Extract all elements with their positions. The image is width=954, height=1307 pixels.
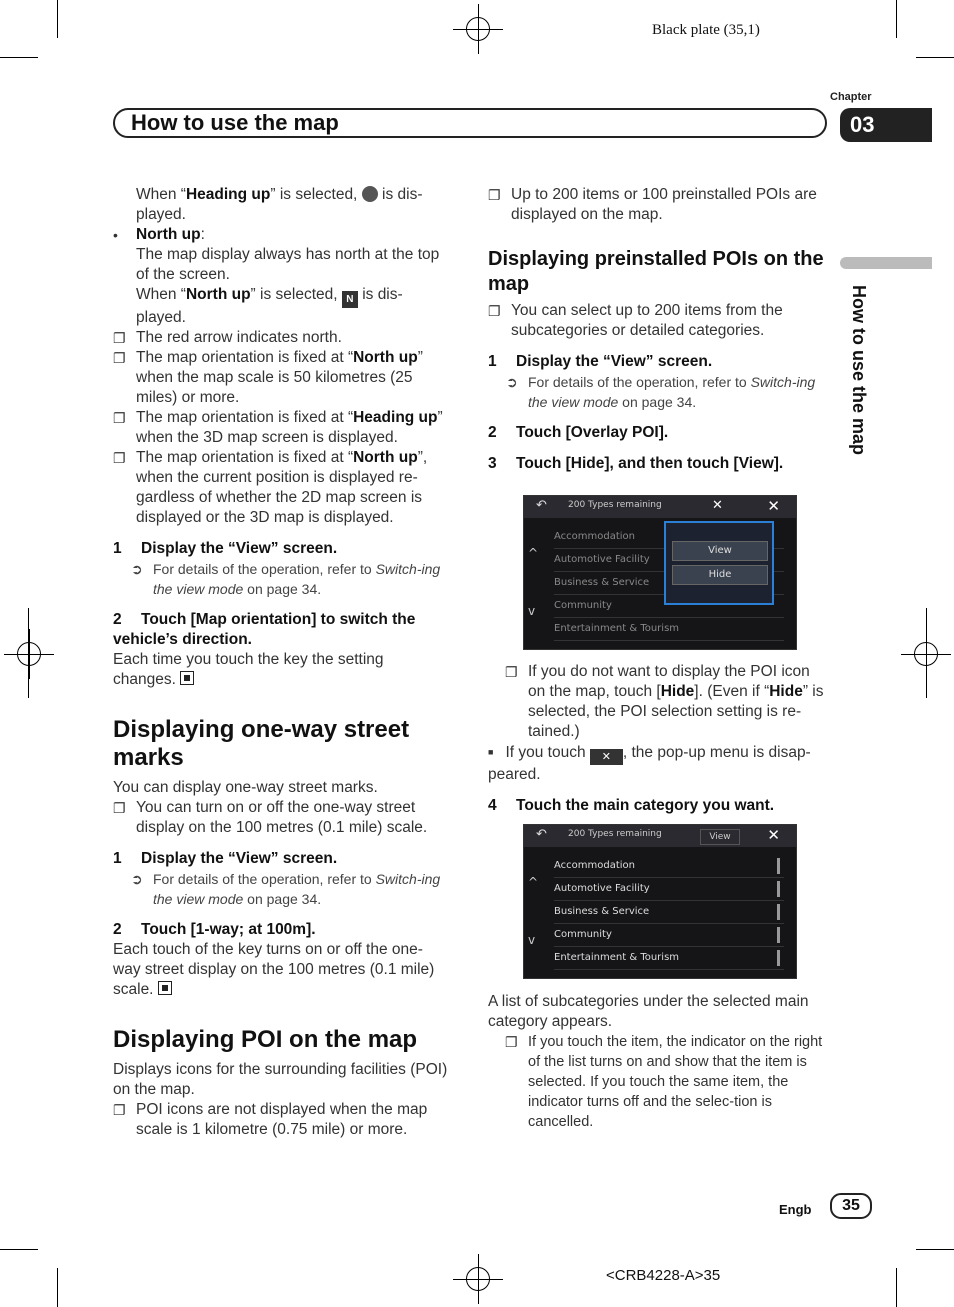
list-desc: A list of subcategories under the selected main category appears.: [488, 993, 809, 1030]
crop-mark: [57, 0, 58, 38]
chapter-label: Chapter: [830, 91, 872, 103]
back-icon[interactable]: ↶: [536, 827, 547, 842]
close-icon: ✕: [590, 749, 623, 765]
crop-mark: [57, 1268, 58, 1307]
registration-mark: [914, 642, 938, 666]
chapter-number: 03: [840, 108, 932, 142]
poi-note: ❐ POI icons are not displayed when the map scale is 1 kilometre (0.75 mile) or more.: [113, 1101, 428, 1138]
right-column-bottom: [488, 992, 828, 1132]
step-2: 2 Touch [Map orientation] to switch the vehicle’s direction.: [113, 611, 416, 648]
list-item[interactable]: Automotive Facility: [554, 878, 784, 901]
list-item[interactable]: Entertainment & Tourism: [554, 618, 784, 641]
note-200-items: ❐ Up to 200 items or 100 preinstalled POIs are displayed on the map.: [488, 186, 817, 223]
poi-intro: Displays icons for the surrounding facilities (POI) on the map.: [113, 1061, 448, 1098]
oneway-intro: You can display one-way street marks.: [113, 779, 378, 796]
types-remaining: 200 Types remaining: [568, 500, 662, 510]
poi-heading: Displaying POI on the map: [113, 1026, 418, 1053]
right-ref-note: ➲ For details of the operation, refer to Switch-ing the view mode on page 34.: [506, 374, 816, 410]
right-column-mid: [488, 662, 828, 816]
hide-note: ❐ If you do not want to display the POI icon on the map, touch [Hide]. (Even if “Hide” is selected, the POI selection setting is re-tained.): [505, 663, 824, 740]
list-item[interactable]: Entertainment & Tourism: [554, 947, 784, 970]
side-tab: [840, 257, 932, 269]
note-box-icon: ❐: [505, 1034, 518, 1050]
view-button[interactable]: View: [700, 829, 740, 845]
north-up-desc: The map display always has north at the top of the screen.: [136, 246, 440, 283]
screenshot-list: [523, 824, 797, 979]
oneway-step-1: 1 Display the “View” screen.: [113, 850, 338, 867]
note-fixed-north: ❐ The map orientation is fixed at “North up” when the map scale is 50 kilometres (25 miles) or more.: [113, 349, 423, 406]
list-item[interactable]: Automotive Facility: [554, 549, 784, 572]
selection-indicator: [777, 881, 780, 897]
plate-label: Black plate (35,1): [652, 22, 760, 38]
footer-lang: Engb: [779, 1202, 812, 1217]
side-title: How to use the map: [849, 285, 869, 456]
scroll-up-icon[interactable]: ^: [528, 546, 539, 560]
scroll-up-icon[interactable]: ^: [528, 875, 539, 889]
note-box-icon: ❐: [488, 187, 501, 203]
arrow-icon: ➲: [131, 871, 143, 887]
page-title: How to use the map: [131, 110, 339, 135]
oneway-note: ❐ You can turn on or off the one-way street display on the 100 metres (0.1 mile) scale.: [113, 799, 428, 836]
list-note: ❐ If you touch the item, the indicator on the right of the list turns on and show that the item is selected. If you touch the same item, the indicator turns off and the selec-tion is cancelled.: [505, 1034, 823, 1130]
note-box-icon: ❐: [113, 1102, 126, 1118]
north-up-icon: N: [342, 291, 358, 308]
right-step-4: 4 Touch the main category you want.: [488, 797, 775, 814]
selection-indicator: [777, 950, 780, 966]
note-box-icon: ❐: [113, 350, 126, 366]
end-mark-icon: [180, 671, 194, 685]
right-step-3: 3 Touch [Hide], and then touch [View].: [488, 455, 784, 472]
registration-mark: [466, 17, 490, 41]
list-item[interactable]: Business & Service: [554, 572, 784, 595]
close-icon[interactable]: ✕: [712, 498, 723, 513]
crop-mark: [896, 1268, 897, 1307]
registration-mark: [17, 642, 41, 666]
oneway-step-2: 2 Touch [1-way; at 100m].: [113, 921, 316, 938]
square-bullet-icon: ■: [488, 747, 494, 757]
oneway-ref-note: ➲ For details of the operation, refer to Switch-ing the view mode on page 34.: [131, 871, 441, 907]
preinstalled-heading: Displaying preinstalled POIs on the map: [488, 248, 824, 295]
step-1: 1 Display the “View” screen.: [113, 540, 338, 557]
selection-indicator: [777, 858, 780, 874]
heading-up-text: When “Heading up” is selected, is dis-played.: [136, 186, 423, 223]
list-item[interactable]: Business & Service: [554, 901, 784, 924]
list-item[interactable]: Accommodation: [554, 526, 784, 549]
note-box-icon: ❐: [113, 330, 126, 346]
selection-indicator: [777, 927, 780, 943]
list-item[interactable]: Community: [554, 595, 784, 618]
note-box-icon: ❐: [113, 410, 126, 426]
registration-mark: [466, 1267, 490, 1291]
note-box-icon: ❐: [488, 303, 501, 319]
close-icon[interactable]: ✕: [767, 497, 780, 515]
view-button[interactable]: View: [672, 541, 768, 561]
north-up-bullet: • North up:: [113, 226, 205, 243]
popup-menu: [664, 521, 774, 605]
crop-mark: [0, 1249, 38, 1250]
preinstalled-note: ❐ You can select up to 200 items from the subcategories or detailed categories.: [488, 302, 783, 339]
scroll-down-icon[interactable]: v: [528, 933, 536, 947]
doc-code: <CRB4228-A>35: [606, 1267, 721, 1284]
oneway-step-2-desc: Each touch of the key turns on or off the one-way street display on the 100 metres (0.1 mile) scale.: [113, 941, 435, 998]
end-mark-icon: [158, 981, 172, 995]
page-number: 35: [830, 1193, 872, 1219]
list-item[interactable]: Community: [554, 924, 784, 947]
close-icon[interactable]: ✕: [767, 826, 780, 844]
oneway-heading: Displaying one-way street marks: [113, 716, 410, 771]
note-fixed-current: ❐ The map orientation is fixed at “North up”, when the current position is displayed re-gardless of whether the 2D map screen is displayed or the 3D map is displayed.: [113, 449, 428, 526]
crop-mark: [0, 57, 38, 58]
heading-up-icon: [362, 186, 378, 202]
crop-mark: [896, 0, 897, 38]
note-fixed-heading: ❐ The map orientation is fixed at “Heading up” when the 3D map screen is displayed.: [113, 409, 443, 446]
selection-indicator: [777, 904, 780, 920]
ref-note: ➲ For details of the operation, refer to Switch-ing the view mode on page 34.: [131, 561, 441, 597]
hide-button[interactable]: Hide: [672, 565, 768, 585]
note-red-arrow: ❐ The red arrow indicates north.: [113, 329, 342, 346]
arrow-icon: ➲: [506, 374, 518, 390]
north-up-selected: When “North up” is selected, N is dis-played.: [136, 286, 403, 326]
back-icon[interactable]: ↶: [536, 498, 547, 513]
bullet-icon: •: [113, 227, 118, 243]
note-box-icon: ❐: [113, 800, 126, 816]
scroll-down-icon[interactable]: v: [528, 604, 536, 618]
touch-close-note: ■ If you touch ✕ , the pop-up menu is disap-peared.: [488, 744, 811, 783]
right-step-2: 2 Touch [Overlay POI].: [488, 424, 669, 441]
types-remaining: 200 Types remaining: [568, 829, 662, 839]
screenshot-popup: [523, 495, 797, 650]
left-column: [113, 185, 450, 1140]
right-step-1: 1 Display the “View” screen.: [488, 353, 713, 370]
list-item[interactable]: Accommodation: [554, 855, 784, 878]
arrow-icon: ➲: [131, 561, 143, 577]
step-2-desc: Each time you touch the key the setting changes.: [113, 651, 384, 688]
note-box-icon: ❐: [505, 664, 518, 680]
note-box-icon: ❐: [113, 450, 126, 466]
crop-mark: [916, 1249, 954, 1250]
right-column: [488, 185, 828, 474]
crop-mark: [916, 57, 954, 58]
